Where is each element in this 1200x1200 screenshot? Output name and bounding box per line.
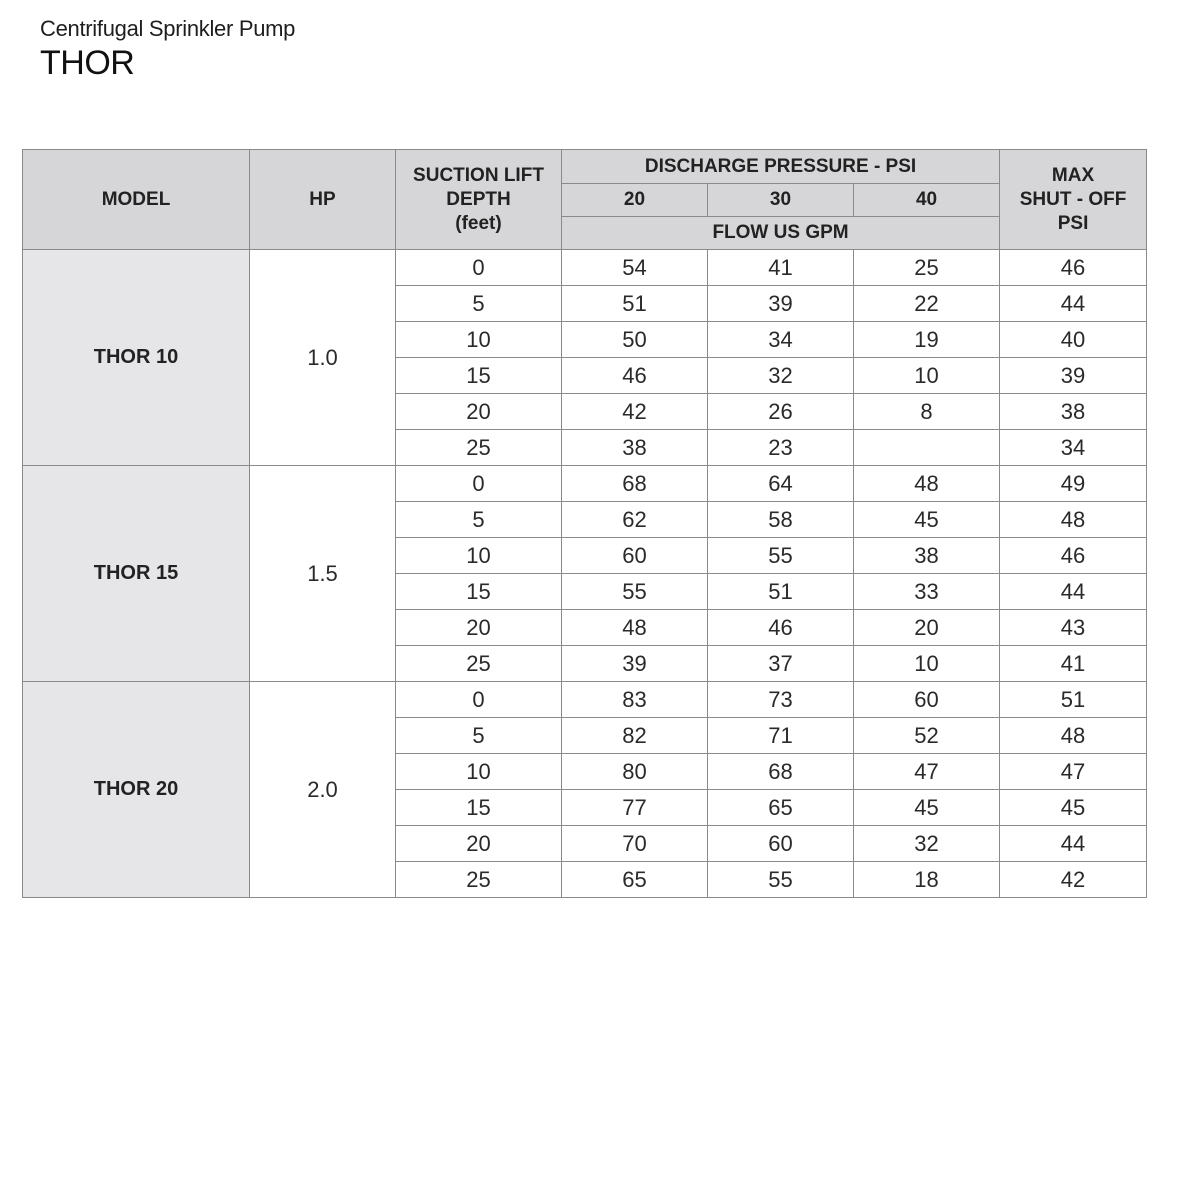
model-name-cell: THOR 10 [23, 250, 250, 466]
flow-30psi-cell: 68 [708, 754, 854, 790]
hp-cell: 1.0 [250, 250, 396, 466]
flow-20psi-cell: 54 [562, 250, 708, 286]
max-shutoff-cell: 45 [1000, 790, 1147, 826]
flow-20psi-cell: 55 [562, 574, 708, 610]
max-shutoff-cell: 44 [1000, 826, 1147, 862]
flow-20psi-cell: 77 [562, 790, 708, 826]
flow-20psi-cell: 48 [562, 610, 708, 646]
flow-20psi-cell: 80 [562, 754, 708, 790]
suction-depth-cell: 15 [396, 358, 562, 394]
header-suction-line1: SUCTION LIFT [413, 164, 544, 186]
flow-20psi-cell: 82 [562, 718, 708, 754]
product-title: THOR [40, 44, 135, 82]
suction-depth-cell: 20 [396, 610, 562, 646]
flow-40psi-cell: 8 [854, 394, 1000, 430]
flow-30psi-cell: 60 [708, 826, 854, 862]
header-max-line3: PSI [1057, 212, 1089, 234]
suction-depth-cell: 0 [396, 250, 562, 286]
header-hp: HP [250, 150, 396, 250]
flow-30psi-cell: 65 [708, 790, 854, 826]
header-max-shutoff [1000, 150, 1147, 250]
flow-20psi-cell: 62 [562, 502, 708, 538]
header-suction-line2: DEPTH [446, 188, 511, 210]
flow-40psi-cell: 33 [854, 574, 1000, 610]
max-shutoff-cell: 48 [1000, 718, 1147, 754]
flow-20psi-cell: 83 [562, 682, 708, 718]
flow-30psi-cell: 41 [708, 250, 854, 286]
model-name-cell: THOR 15 [23, 466, 250, 682]
flow-30psi-cell: 55 [708, 862, 854, 898]
table-row [23, 250, 1147, 286]
flow-40psi-cell: 20 [854, 610, 1000, 646]
flow-20psi-cell: 70 [562, 826, 708, 862]
hp-cell: 1.5 [250, 466, 396, 682]
suction-depth-cell: 20 [396, 826, 562, 862]
performance-table [22, 149, 1147, 898]
max-shutoff-cell: 34 [1000, 430, 1147, 466]
suction-depth-cell: 15 [396, 790, 562, 826]
max-shutoff-cell: 46 [1000, 250, 1147, 286]
flow-30psi-cell: 58 [708, 502, 854, 538]
suction-depth-cell: 0 [396, 682, 562, 718]
flow-40psi-cell: 45 [854, 502, 1000, 538]
hp-cell: 2.0 [250, 682, 396, 898]
max-shutoff-cell: 48 [1000, 502, 1147, 538]
table-row [23, 682, 1147, 718]
max-shutoff-cell: 39 [1000, 358, 1147, 394]
flow-40psi-cell: 25 [854, 250, 1000, 286]
product-subtitle: Centrifugal Sprinkler Pump [40, 16, 296, 41]
suction-depth-cell: 5 [396, 286, 562, 322]
flow-30psi-cell: 73 [708, 682, 854, 718]
suction-depth-cell: 15 [396, 574, 562, 610]
flow-20psi-cell: 50 [562, 322, 708, 358]
flow-40psi-cell: 45 [854, 790, 1000, 826]
header-psi-20: 20 [562, 184, 708, 217]
flow-30psi-cell: 55 [708, 538, 854, 574]
flow-20psi-cell: 60 [562, 538, 708, 574]
header-max-line2: SHUT - OFF [1019, 188, 1127, 210]
flow-30psi-cell: 71 [708, 718, 854, 754]
flow-30psi-cell: 32 [708, 358, 854, 394]
table-header [23, 150, 1147, 250]
table-body [23, 250, 1147, 898]
max-shutoff-cell: 49 [1000, 466, 1147, 502]
flow-20psi-cell: 65 [562, 862, 708, 898]
suction-depth-cell: 5 [396, 502, 562, 538]
header-discharge-pressure: DISCHARGE PRESSURE - PSI [562, 150, 1000, 184]
max-shutoff-cell: 46 [1000, 538, 1147, 574]
flow-30psi-cell: 64 [708, 466, 854, 502]
header-suction-lift [396, 150, 562, 250]
suction-depth-cell: 20 [396, 394, 562, 430]
max-shutoff-cell: 38 [1000, 394, 1147, 430]
flow-40psi-cell: 18 [854, 862, 1000, 898]
flow-30psi-cell: 37 [708, 646, 854, 682]
flow-40psi-cell: 32 [854, 826, 1000, 862]
max-shutoff-cell: 44 [1000, 286, 1147, 322]
flow-40psi-cell [854, 430, 1000, 466]
flow-20psi-cell: 38 [562, 430, 708, 466]
suction-depth-cell: 25 [396, 862, 562, 898]
header-max-line1: MAX [1051, 164, 1095, 186]
flow-40psi-cell: 52 [854, 718, 1000, 754]
max-shutoff-cell: 47 [1000, 754, 1147, 790]
flow-40psi-cell: 48 [854, 466, 1000, 502]
suction-depth-cell: 5 [396, 718, 562, 754]
max-shutoff-cell: 43 [1000, 610, 1147, 646]
header-suction-line3: (feet) [455, 212, 502, 234]
header-model: MODEL [23, 150, 250, 250]
max-shutoff-cell: 40 [1000, 322, 1147, 358]
flow-30psi-cell: 39 [708, 286, 854, 322]
suction-depth-cell: 10 [396, 754, 562, 790]
flow-40psi-cell: 22 [854, 286, 1000, 322]
flow-20psi-cell: 39 [562, 646, 708, 682]
flow-40psi-cell: 19 [854, 322, 1000, 358]
suction-depth-cell: 10 [396, 538, 562, 574]
flow-40psi-cell: 60 [854, 682, 1000, 718]
flow-30psi-cell: 26 [708, 394, 854, 430]
flow-20psi-cell: 51 [562, 286, 708, 322]
suction-depth-cell: 0 [396, 466, 562, 502]
flow-40psi-cell: 10 [854, 646, 1000, 682]
max-shutoff-cell: 41 [1000, 646, 1147, 682]
flow-30psi-cell: 34 [708, 322, 854, 358]
header-flow-gpm: FLOW US GPM [562, 217, 1000, 250]
max-shutoff-cell: 51 [1000, 682, 1147, 718]
flow-40psi-cell: 47 [854, 754, 1000, 790]
flow-20psi-cell: 46 [562, 358, 708, 394]
max-shutoff-cell: 42 [1000, 862, 1147, 898]
flow-40psi-cell: 38 [854, 538, 1000, 574]
header-psi-40: 40 [854, 184, 1000, 217]
header-psi-30: 30 [708, 184, 854, 217]
flow-20psi-cell: 68 [562, 466, 708, 502]
suction-depth-cell: 10 [396, 322, 562, 358]
model-name-cell: THOR 20 [23, 682, 250, 898]
flow-20psi-cell: 42 [562, 394, 708, 430]
table-row [23, 466, 1147, 502]
max-shutoff-cell: 44 [1000, 574, 1147, 610]
suction-depth-cell: 25 [396, 646, 562, 682]
flow-40psi-cell: 10 [854, 358, 1000, 394]
flow-30psi-cell: 23 [708, 430, 854, 466]
flow-30psi-cell: 46 [708, 610, 854, 646]
suction-depth-cell: 25 [396, 430, 562, 466]
flow-30psi-cell: 51 [708, 574, 854, 610]
